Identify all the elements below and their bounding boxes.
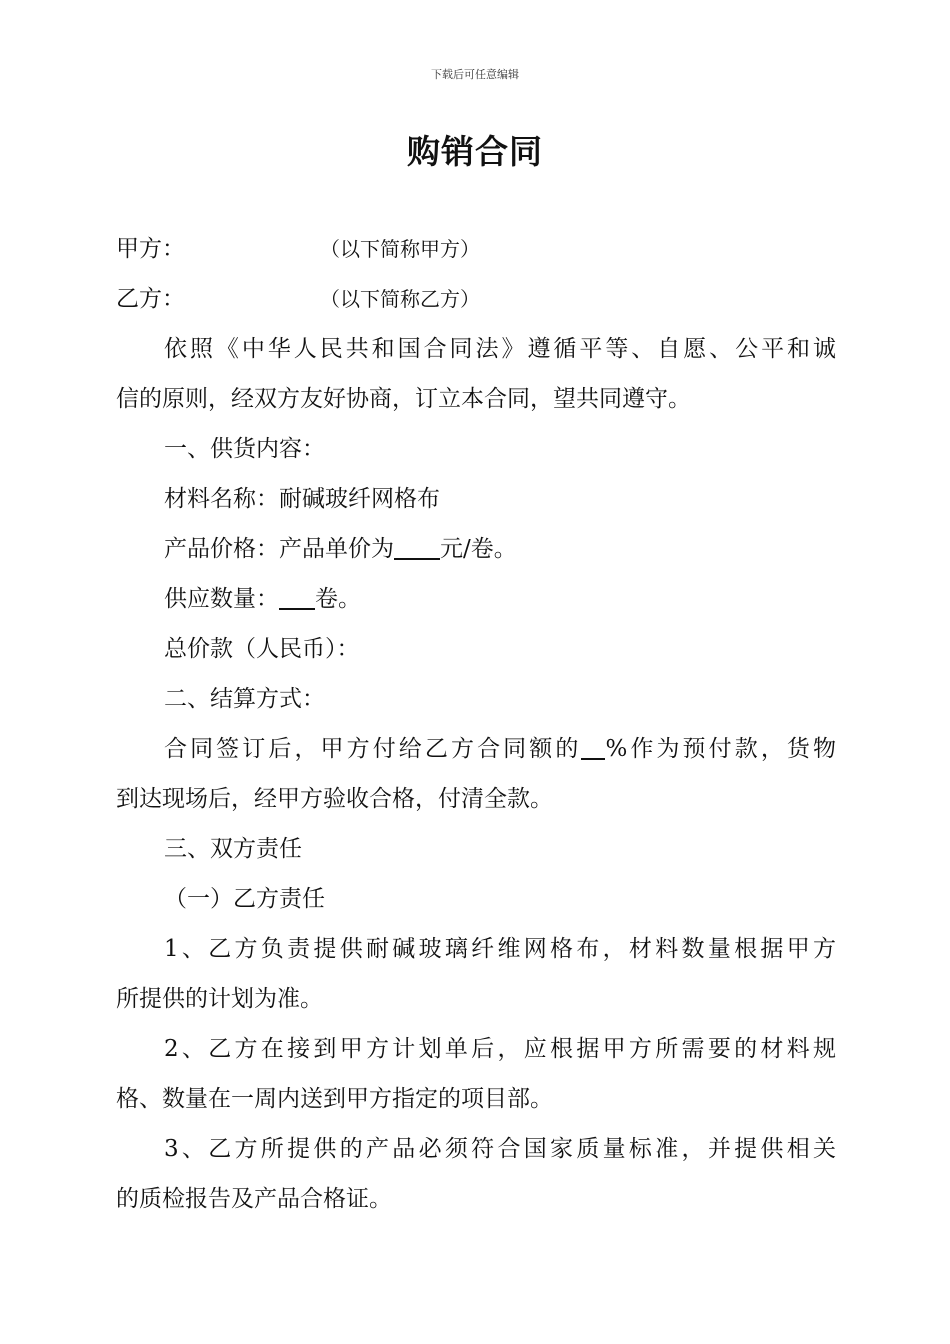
intro-line-2: 信的原则，经双方友好协商，订立本合同，望共同遵守。 bbox=[116, 386, 691, 412]
item2-line-1: 2、乙方在接到甲方计划单后，应根据甲方所需要的材料规 bbox=[164, 1036, 836, 1062]
section2-heading: 二、结算方式： bbox=[164, 686, 325, 712]
supply-quantity bbox=[116, 574, 836, 624]
intro-line-1: 依照《中华人民共和国合同法》遵循平等、自愿、公平和诚 bbox=[164, 336, 836, 362]
item1-line-1: 1、乙方负责提供耐碱玻璃纤维网格布，材料数量根据甲方 bbox=[164, 936, 836, 962]
price-blank bbox=[394, 532, 440, 560]
price-suffix: 元/卷。 bbox=[440, 536, 517, 562]
settlement-line-1 bbox=[116, 724, 836, 774]
contract-body bbox=[116, 224, 836, 1224]
party-b-note: （以下简称乙方） bbox=[320, 287, 480, 311]
item3-line-1: 3、乙方所提供的产品必须符合国家质量标准，并提供相关 bbox=[164, 1136, 836, 1162]
item3-line-2: 的质检报告及产品合格证。 bbox=[116, 1186, 392, 1212]
settlement-prefix: 合同签订后，甲方付给乙方合同额的 bbox=[164, 736, 582, 762]
party-a-label: 甲方： bbox=[116, 236, 185, 262]
section3-heading: 三、双方责任 bbox=[164, 836, 302, 862]
quantity-blank bbox=[279, 582, 315, 610]
item2-line-2: 格、数量在一周内送到甲方指定的项目部。 bbox=[116, 1086, 553, 1112]
party-b-label: 乙方： bbox=[116, 286, 185, 312]
price-prefix: 产品价格：产品单价为 bbox=[164, 536, 394, 562]
header-note: 下载后可任意编辑 bbox=[431, 68, 519, 81]
percent-blank bbox=[581, 732, 605, 760]
total-price: 总价款（人民币）： bbox=[164, 636, 360, 662]
party-b-line bbox=[116, 274, 836, 324]
quantity-suffix: 卷。 bbox=[315, 586, 361, 612]
material-name: 材料名称：耐碱玻纤网格布 bbox=[164, 486, 440, 512]
quantity-prefix: 供应数量： bbox=[164, 586, 279, 612]
settlement-line-2: 到达现场后，经甲方验收合格，付清全款。 bbox=[116, 786, 553, 812]
product-price bbox=[116, 524, 836, 574]
document-title: 购销合同 bbox=[407, 132, 543, 171]
party-a-line bbox=[116, 224, 836, 274]
section3-sub1: （一）乙方责任 bbox=[164, 886, 325, 912]
section1-heading: 一、供货内容： bbox=[164, 436, 325, 462]
settlement-suffix: %作为预付款，货物 bbox=[605, 736, 837, 762]
item1-line-2: 所提供的计划为准。 bbox=[116, 986, 323, 1012]
party-a-note: （以下简称甲方） bbox=[320, 237, 480, 261]
